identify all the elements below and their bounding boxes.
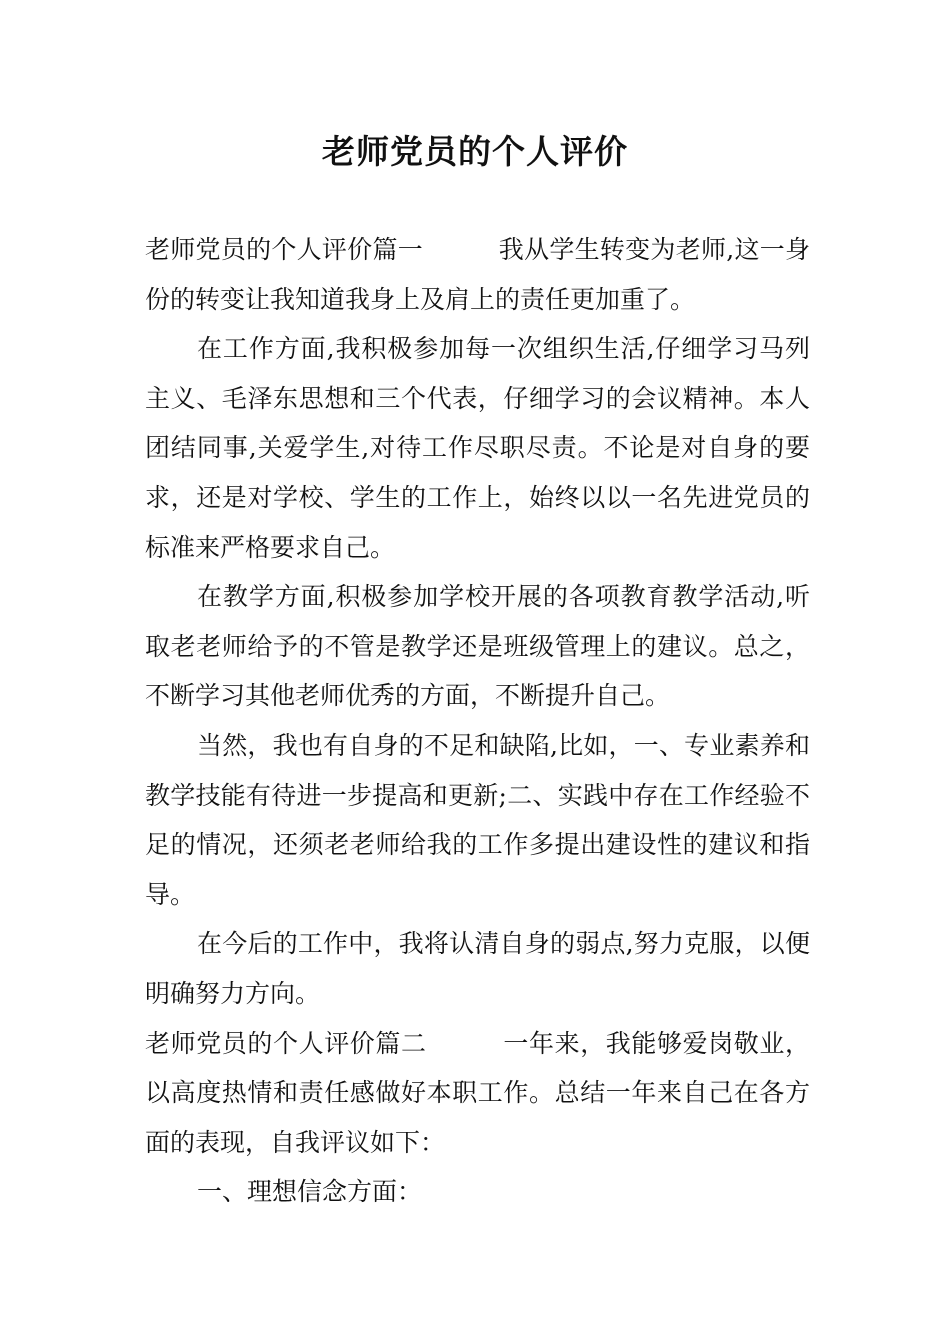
paragraph-section-two-intro: 老师党员的个人评价篇二 一年来，我能够爱岗敬业，以高度热情和责任感做好本职工作。总结一年来自己在各方面的表现，自我评议如下：	[145, 1028, 810, 1157]
paragraph-shortcomings: 当然，我也有自身的不足和缺陷,比如，一、专业素养和教学技能有待进一步提高和更新;二、实践中存在工作经验不足的情况，还须老老师给我的工作多提出建设性的建议和指导。	[145, 730, 810, 909]
paragraph-ideals-heading: 一、理想信念方面：	[197, 1177, 423, 1207]
document-body	[145, 225, 810, 1217]
paragraph-work-aspect: 在工作方面,我积极参加每一次组织生活,仔细学习马列主义、毛泽东思想和三个代表，仔细学习的会议精神。本人团结同事,关爱学生,对待工作尽职尽责。不论是对自身的要求，还是对学校、学生的工作上，始终以以一名先进党员的标准来严格要求自己。	[145, 334, 810, 562]
paragraph-section-one-intro: 老师党员的个人评价篇一 我从学生转变为老师,这一身份的转变让我知道我身上及肩上的责任更加重了。	[145, 235, 810, 314]
paragraph-future-plan: 在今后的工作中，我将认清自身的弱点,努力克服，以便明确努力方向。	[145, 929, 810, 1008]
document-title: 老师党员的个人评价	[322, 132, 628, 171]
paragraph-teaching-aspect: 在教学方面,积极参加学校开展的各项教育教学活动,听取老老师给予的不管是教学还是班级管理上的建议。总之，不断学习其他老师优秀的方面，不断提升自己。	[145, 582, 810, 711]
